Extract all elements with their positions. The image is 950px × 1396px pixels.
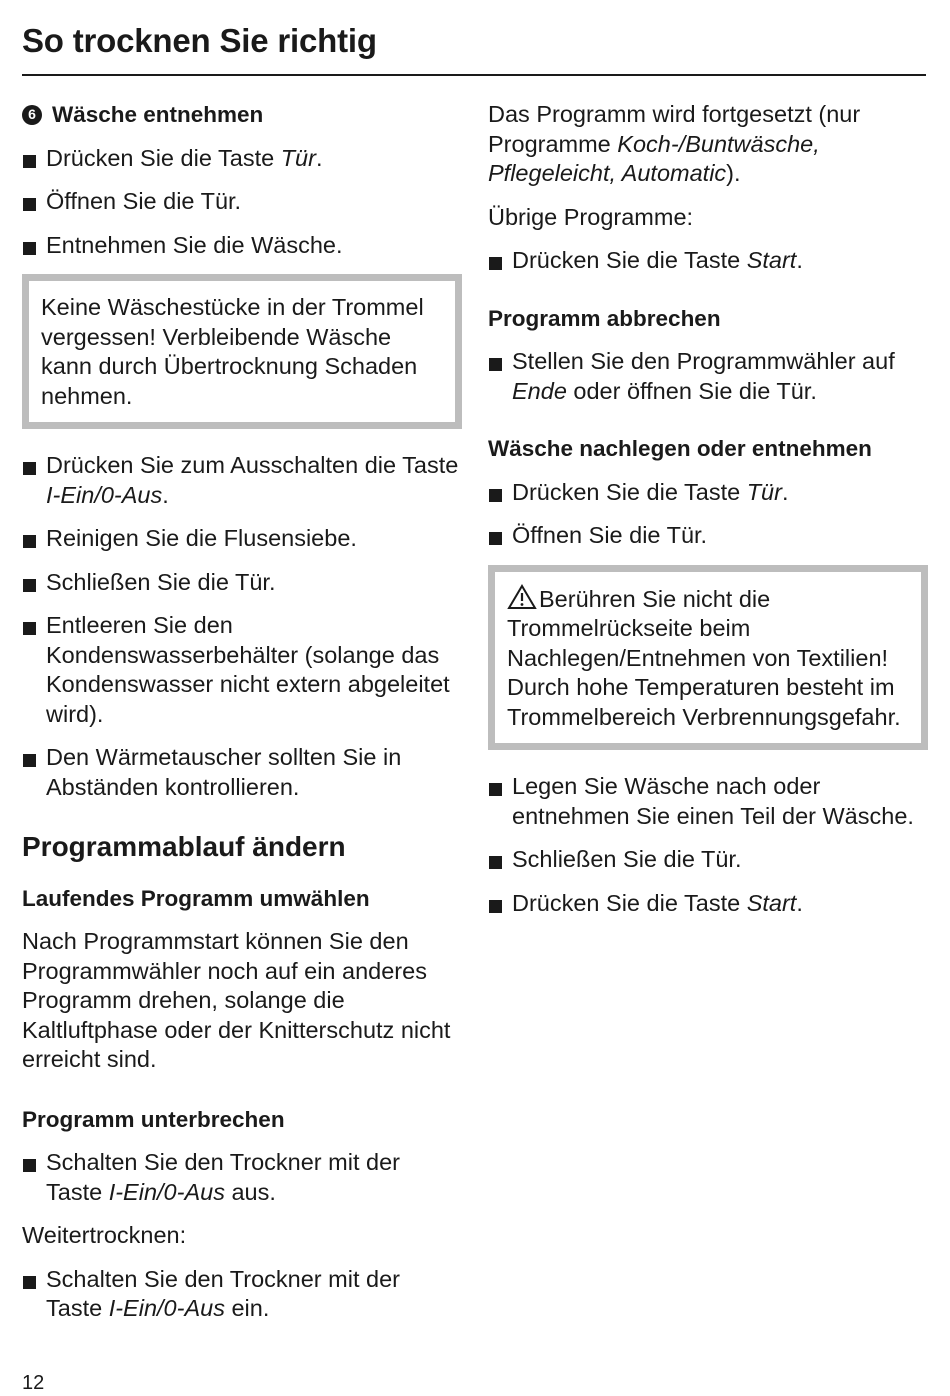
square-bullet-icon — [23, 1276, 36, 1289]
square-bullet-icon — [23, 242, 36, 255]
note-box — [22, 274, 462, 429]
note-text: Keine Wäschestücke in der Trommel vergessen! Verbleibende Wäsche kann durch Übertrocknung Schaden nehmen. — [41, 294, 424, 409]
list-item: Entleeren Sie den Kondenswasserbehälter (solange das Kondenswasser nicht extern abgeleitet wird). — [22, 611, 462, 729]
subheading: Wäsche nachlegen oder entnehmen — [488, 436, 872, 461]
list-item: Schließen Sie die Tür. — [22, 568, 462, 598]
header-rule — [22, 74, 926, 76]
square-bullet-icon — [23, 754, 36, 767]
list-item: Entnehmen Sie die Wäsche. — [22, 231, 462, 261]
warning-box — [488, 565, 928, 751]
square-bullet-icon — [489, 358, 502, 371]
step-title: Wäsche entnehmen — [52, 102, 264, 127]
list-item: Den Wärmetauscher sollten Sie in Abständen kontrollieren. — [22, 743, 462, 802]
square-bullet-icon — [23, 1159, 36, 1172]
paragraph: Übrige Programme: — [488, 203, 694, 230]
square-bullet-icon — [23, 579, 36, 592]
list-item: Drücken Sie die Taste Start. — [488, 889, 928, 919]
page-title: So trocknen Sie richtig — [22, 22, 377, 59]
list-item: Schalten Sie den Trockner mit der Taste I-Ein/0-Aus ein. — [22, 1265, 462, 1324]
warning-triangle-icon — [507, 584, 537, 610]
square-bullet-icon — [489, 900, 502, 913]
square-bullet-icon — [23, 155, 36, 168]
subheading: Programm unterbrechen — [22, 1106, 285, 1132]
list-item: Drücken Sie die Taste Tür. — [488, 478, 928, 508]
list-item: Öffnen Sie die Tür. — [488, 521, 928, 551]
paragraph: Das Programm wird fortgesetzt (nur Programme Koch-/Buntwäsche, Pflegeleicht, Automatic). — [488, 101, 861, 186]
square-bullet-icon — [489, 489, 502, 502]
list-item: Öffnen Sie die Tür. — [22, 187, 462, 217]
warning-text: Berühren Sie nicht die Trommelrückseite beim Nachlegen/Entnehmen von Textilien! Durch hohe Temperaturen besteht im Trommelbereich Verbrennungsgefahr. — [507, 585, 901, 730]
list-item: Reinigen Sie die Flusensiebe. — [22, 524, 462, 554]
paragraph: Weitertrocknen: — [22, 1222, 187, 1248]
page-number: 12 — [22, 1372, 45, 1394]
square-bullet-icon — [23, 535, 36, 548]
right-column — [488, 100, 928, 932]
square-bullet-icon — [23, 198, 36, 211]
list-item: Drücken Sie die Taste Start. — [488, 246, 928, 276]
subheading: Laufendes Programm umwählen — [22, 885, 370, 911]
list-item: Drücken Sie zum Ausschalten die Taste I-Ein/0-Aus. — [22, 451, 462, 510]
list-item: Schalten Sie den Trockner mit der Taste I-Ein/0-Aus aus. — [22, 1148, 462, 1207]
section-title: Programmablauf ändern — [22, 831, 346, 862]
step-number-badge: 6 — [22, 105, 42, 125]
square-bullet-icon — [489, 856, 502, 869]
list-item: Schließen Sie die Tür. — [488, 845, 928, 875]
list-item: Drücken Sie die Taste Tür. — [22, 144, 462, 174]
square-bullet-icon — [489, 257, 502, 270]
square-bullet-icon — [23, 462, 36, 475]
left-column — [22, 100, 462, 1338]
subheading: Programm abbrechen — [488, 305, 721, 331]
step-heading — [22, 100, 462, 130]
paragraph: Nach Programmstart können Sie den Programmwähler noch auf ein anderes Programm drehen, solange die Kaltluftphase oder der Knitterschutz nicht erreicht sind. — [22, 928, 451, 1072]
square-bullet-icon — [23, 622, 36, 635]
list-item: Legen Sie Wäsche nach oder entnehmen Sie einen Teil der Wäsche. — [488, 772, 928, 831]
square-bullet-icon — [489, 532, 502, 545]
list-item: Stellen Sie den Programmwähler auf Ende oder öffnen Sie die Tür. — [488, 347, 928, 406]
square-bullet-icon — [489, 783, 502, 796]
